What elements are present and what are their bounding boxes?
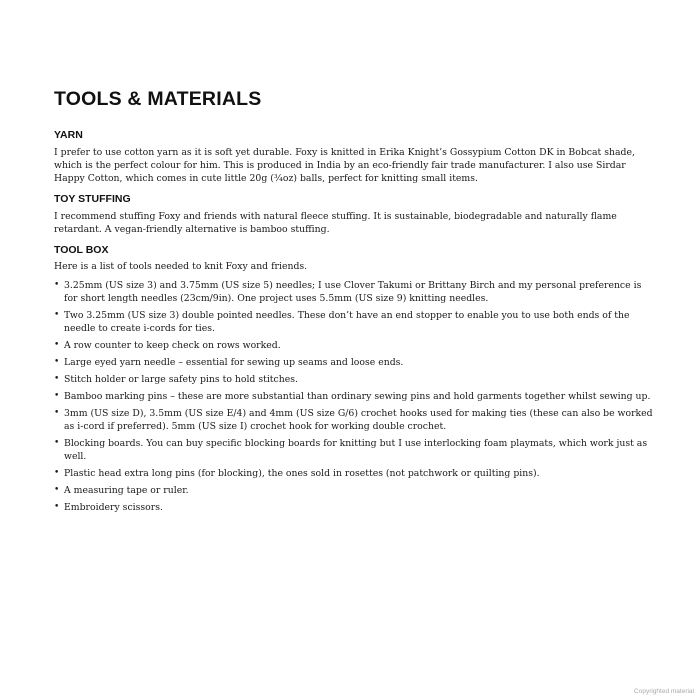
bullet-icon: •	[54, 408, 60, 419]
list-item	[54, 484, 654, 497]
list-item-text: 3mm (US size D), 3.5mm (US size E/4) and 4mm (US size G/6) crochet hooks used for making ties (these can also be worked as i-cord if preferred). 5mm (US size I) crochet hook for working double crochet.	[64, 408, 653, 433]
page-content	[54, 88, 654, 518]
section-heading-yarn: YARN	[54, 129, 83, 142]
section-body-toy-stuffing: I recommend stuffing Foxy and friends with natural fleece stuffing. It is sustainable, biodegradable and naturally flame retardant. A vegan-friendly alternative is bamboo stuffing.	[54, 210, 617, 235]
section-body-yarn: I prefer to use cotton yarn as it is soft yet durable. Foxy is knitted in Erika Knight’s Gossypium Cotton DK in Bobcat shade, which is the perfect colour for him. This is produced in India by an eco-friendly fair trade manufacturer. I also use Sirdar Happy Cotton, which comes in cute little 20g (¾oz) balls, perfect for knitting small items.	[54, 147, 635, 185]
list-item	[54, 309, 654, 335]
bullet-icon: •	[54, 438, 60, 449]
list-item-text: 3.25mm (US size 3) and 3.75mm (US size 5) needles; I use Clover Takumi or Brittany Birch and my personal preference is for short length needles (23cm/9in). One project uses 5.5mm (US size 9) knitting needles.	[64, 280, 642, 305]
list-item-text: Large eyed yarn needle – essential for sewing up seams and loose ends.	[64, 357, 404, 369]
list-item	[54, 390, 654, 403]
section-body-tool-box: Here is a list of tools needed to knit Foxy and friends.	[54, 261, 308, 273]
list-item-text: Two 3.25mm (US size 3) double pointed needles. These don’t have an end stopper to enable you to use both ends of the needle to create i-cords for ties.	[64, 310, 630, 335]
list-item	[54, 407, 654, 433]
list-item	[54, 467, 654, 480]
tool-list	[54, 279, 654, 514]
list-item	[54, 437, 654, 463]
list-item-text: Stitch holder or large safety pins to hold stitches.	[64, 374, 298, 386]
list-item-text: Plastic head extra long pins (for blocking), the ones sold in rosettes (not patchwork or quilting pins).	[64, 468, 540, 480]
bullet-icon: •	[54, 485, 60, 496]
section-heading-toy-stuffing: TOY STUFFING	[54, 193, 131, 206]
bullet-icon: •	[54, 468, 60, 479]
section-tool-box	[54, 244, 654, 515]
bullet-icon: •	[54, 357, 60, 368]
list-item-text: Bamboo marking pins – these are more substantial than ordinary sewing pins and hold garments together whilst sewing up.	[64, 391, 651, 403]
page-title: TOOLS & MATERIALS	[54, 88, 262, 110]
list-item-text: A measuring tape or ruler.	[64, 485, 189, 497]
list-item	[54, 373, 654, 386]
list-item	[54, 339, 654, 352]
list-item-text: A row counter to keep check on rows worked.	[64, 340, 281, 352]
list-item	[54, 279, 654, 305]
list-item	[54, 501, 654, 514]
bullet-icon: •	[54, 502, 60, 513]
bullet-icon: •	[54, 280, 60, 291]
list-item-text: Blocking boards. You can buy specific blocking boards for knitting but I use interlocking foam playmats, which work just as well.	[64, 438, 648, 463]
list-item-text: Embroidery scissors.	[64, 502, 163, 514]
section-yarn	[54, 129, 654, 185]
copyright-footer: Copyrighted material	[634, 688, 694, 695]
bullet-icon: •	[54, 340, 60, 351]
section-heading-tool-box: TOOL BOX	[54, 243, 109, 256]
bullet-icon: •	[54, 374, 60, 385]
bullet-icon: •	[54, 391, 60, 402]
section-toy-stuffing	[54, 193, 654, 236]
list-item	[54, 356, 654, 369]
bullet-icon: •	[54, 310, 60, 321]
